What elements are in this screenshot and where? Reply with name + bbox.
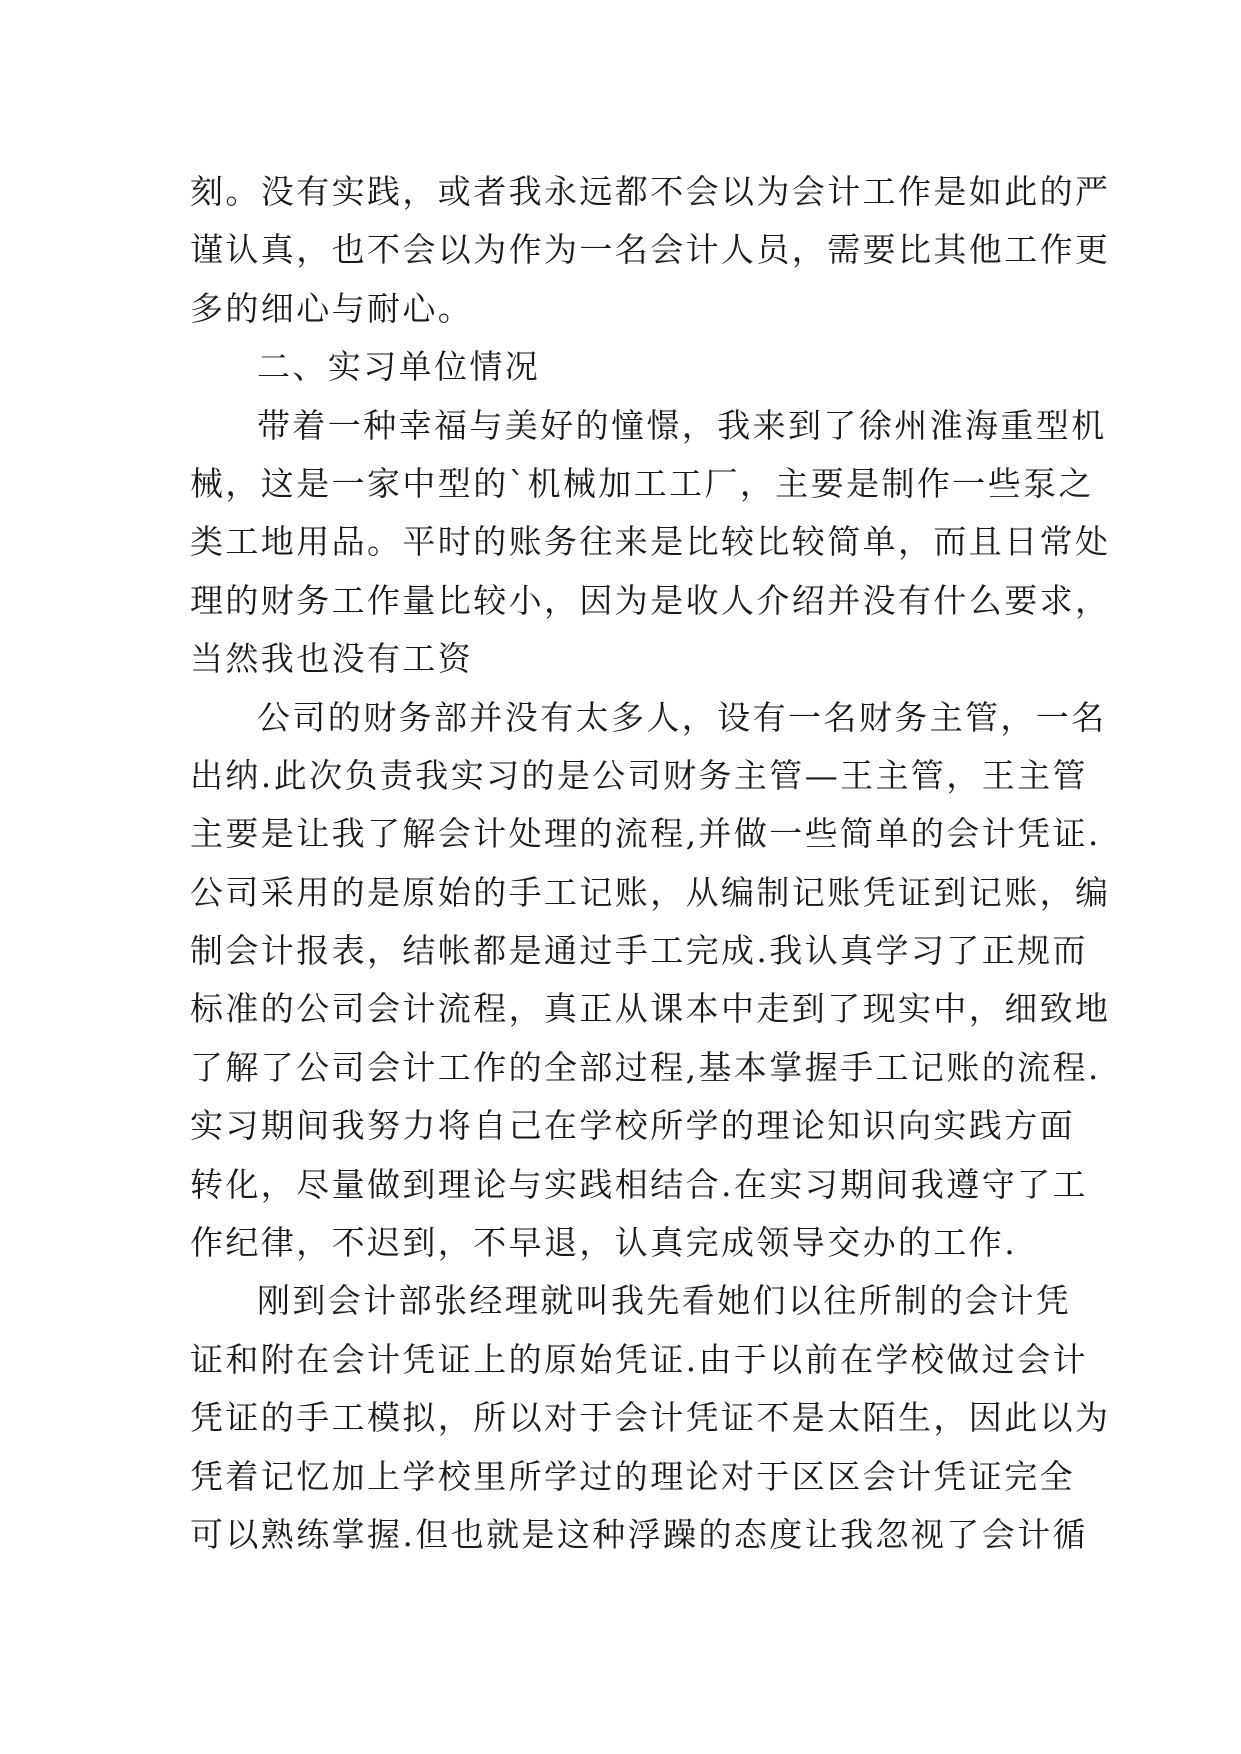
text-line: 作纪律，不迟到，不早退，认真完成领导交办的工作. bbox=[190, 1223, 1018, 1263]
text-line: 谨认真，也不会以为作为一名会计人员，需要比其他工作更 bbox=[190, 230, 1111, 270]
text-line: 带着一种幸福与美好的憧憬，我来到了徐州淮海重型机 bbox=[257, 405, 1107, 445]
text-line: 凭着记忆加上学校里所学过的理论对于区区会计凭证完全 bbox=[190, 1456, 1075, 1496]
text-line: 刻。没有实践，或者我永远都不会以为会计工作是如此的严 bbox=[190, 172, 1111, 211]
text-line: 类工地用品。平时的账务往来是比较比较简单，而且日常处 bbox=[190, 522, 1111, 562]
text-line: 制会计报表，结帐都是通过手工完成.我认真学习了正规而 bbox=[190, 931, 1088, 971]
text-line: 当然我也没有工资 bbox=[190, 639, 474, 679]
body-text bbox=[190, 163, 1111, 1564]
text-line: 械，这是一家中型的`机械加工工厂，主要是制作一些泵之 bbox=[190, 463, 1094, 503]
text-line: 标准的公司会计流程，真正从课本中走到了现实中，细致地 bbox=[190, 989, 1111, 1029]
text-line: 公司的财务部并没有太多人，设有一名财务主管，一名 bbox=[257, 697, 1107, 737]
text-line: 出纳.此次负责我实习的是公司财务主管—王主管，王主管 bbox=[190, 755, 1088, 795]
text-line: 多的细心与耐心。 bbox=[190, 288, 474, 328]
text-line: 转化，尽量做到理论与实践相结合.在实习期间我遵守了工 bbox=[190, 1164, 1088, 1204]
text-line: 刚到会计部张经理就叫我先看她们以往所制的会计凭 bbox=[257, 1281, 1072, 1321]
text-line: 公司采用的是原始的手工记账，从编制记账凭证到记账，编 bbox=[190, 872, 1111, 912]
text-line: 可以熟练掌握.但也就是这种浮躁的态度让我忽视了会计循 bbox=[190, 1514, 1088, 1554]
text-line: 主要是让我了解会计处理的流程,并做一些简单的会计凭证. bbox=[190, 814, 1101, 854]
text-line: 了解了公司会计工作的全部过程,基本掌握手工记账的流程. bbox=[190, 1047, 1101, 1087]
text-line: 凭证的手工模拟，所以对于会计凭证不是太陌生，因此以为 bbox=[190, 1398, 1111, 1438]
text-line: 理的财务工作量比较小，因为是收人介绍并没有什么要求， bbox=[190, 580, 1111, 620]
text-line: 二、实习单位情况 bbox=[257, 347, 541, 387]
text-line: 证和附在会计凭证上的原始凭证.由于以前在学校做过会计 bbox=[190, 1339, 1088, 1379]
text-line: 实习期间我努力将自己在学校所学的理论知识向实践方面 bbox=[190, 1106, 1075, 1146]
